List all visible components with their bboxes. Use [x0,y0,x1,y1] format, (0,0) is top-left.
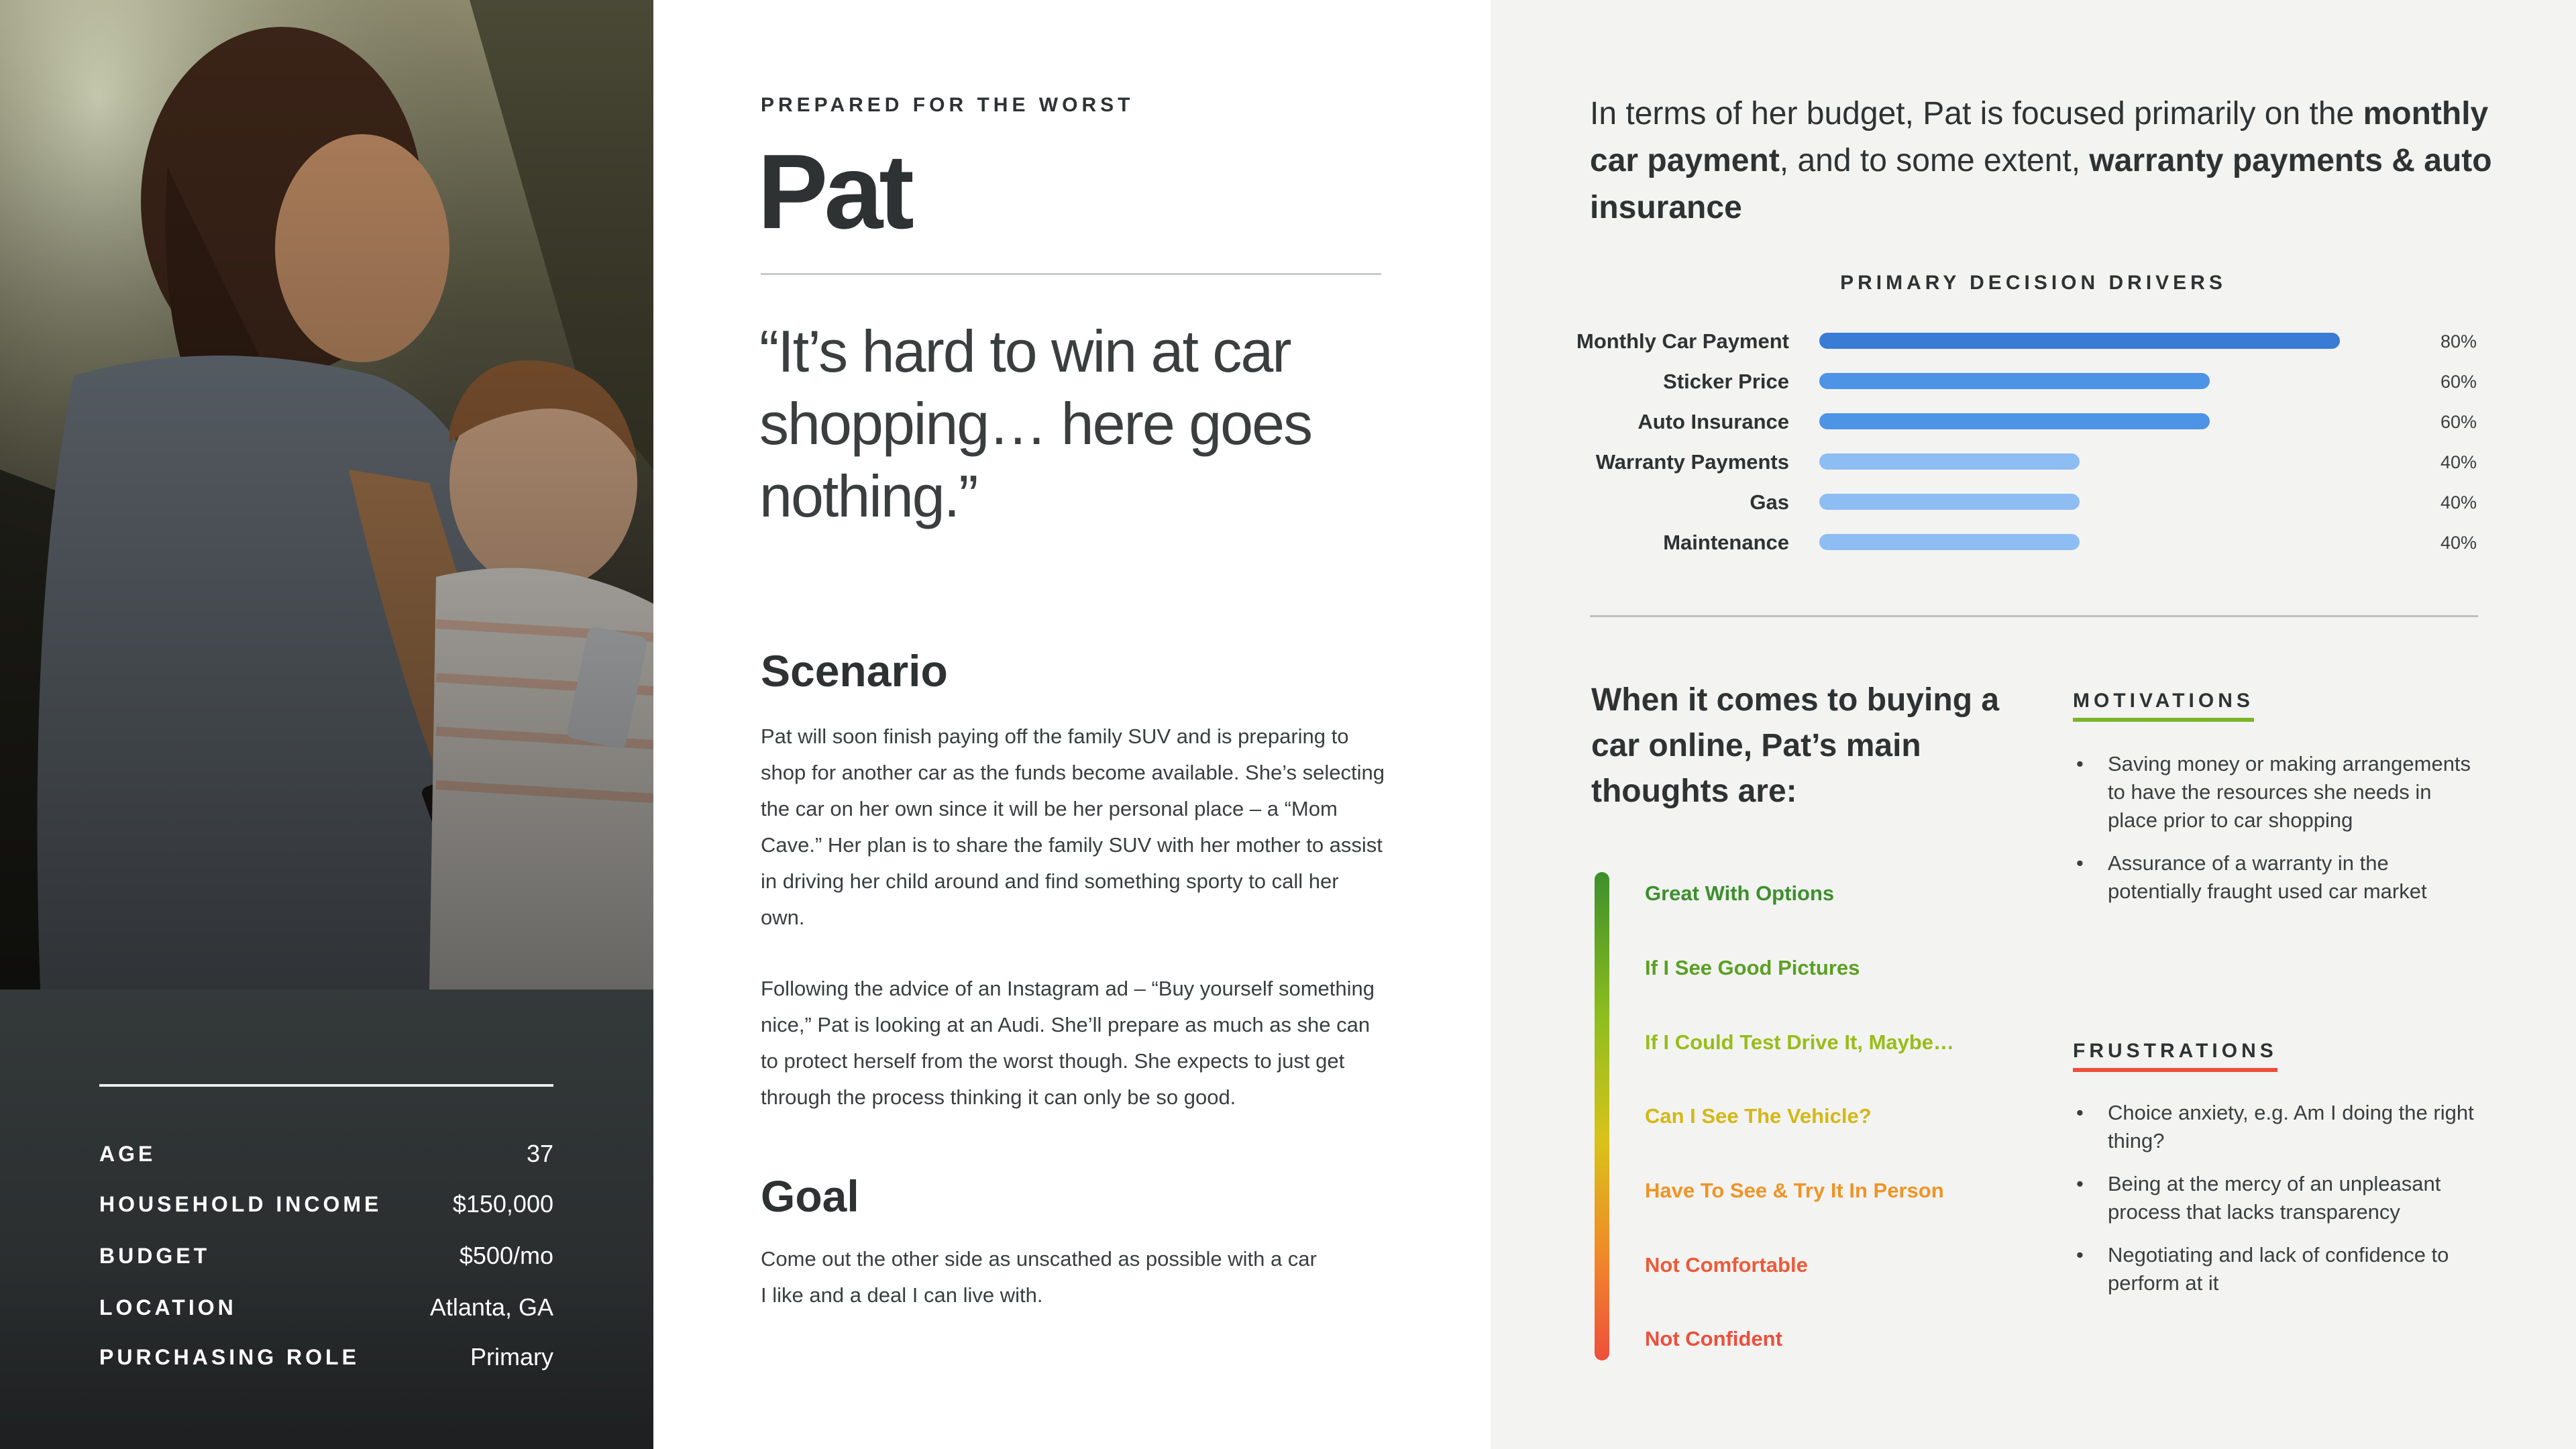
frustration-item [2071,1170,2487,1226]
budget-summary [1590,91,2522,231]
frustration-text: Negotiating and lack of confidence to perform at it [2108,1243,2449,1295]
section-divider [1590,615,2478,617]
stat-label: LOCATION [99,1295,237,1320]
motivation-item [2071,849,2487,906]
goal-text: Come out the other side as unscathed as possible with a car I like and a deal I can live with. [761,1247,1317,1307]
bar-category-label: Warranty Payments [1595,450,1789,474]
frustration-text: Choice anxiety, e.g. Am I doing the right thing? [2108,1101,2474,1152]
stat-household-income [99,1184,553,1224]
budget-text-1: In terms of her budget, Pat is focused primarily on the [1590,96,2363,131]
stat-label: PURCHASING ROLE [99,1345,360,1369]
bar-category-label: Auto Insurance [1638,410,1789,433]
right-column [1491,0,2576,1449]
motivation-item [2071,750,2487,835]
bar-value-label: 40% [2440,533,2477,553]
stat-purchasing-role [99,1337,553,1377]
bar [1819,333,2340,349]
thoughts-heading: When it comes to buying a car online, Pat’s main thoughts are: [1591,682,2000,809]
stat-value: $150,000 [452,1190,553,1218]
frustration-text: Being at the mercy of an unpleasant process that lacks transparency [2108,1172,2441,1224]
bar-value-label: 60% [2440,372,2477,392]
bar [1819,413,2210,429]
thought-item: Great With Options [1645,881,1835,905]
decision-drivers-chart [1491,315,2576,570]
stat-value: 37 [526,1140,553,1167]
bar [1819,453,2080,470]
stat-location [99,1287,553,1328]
stat-label: BUDGET [99,1244,211,1268]
bar-value-label: 40% [2440,492,2477,513]
bar-category-label: Monthly Car Payment [1576,329,1789,353]
scenario-paragraph-1: Pat will soon finish paying off the family SUV and is preparing to shop for another car as the funds become available. She’s selecting the car on her own since it will be her personal place – a “Mom Cave.” Her plan is to share the family SUV with her mother to assist in driving her child around and find something sporty to call her own. [761,724,1385,929]
motivation-text: Saving money or making arrangements to have the resources she needs in place prior to car shopping [2108,752,2471,832]
frustrations-label: FRUSTRATIONS [2073,1040,2277,1072]
stat-label: HOUSEHOLD INCOME [99,1192,382,1216]
stats-panel [0,989,653,1449]
persona-name: Pat [757,133,910,251]
stat-value: $500/mo [459,1242,553,1269]
bar-category-label: Gas [1750,490,1789,514]
left-column [0,0,653,1449]
frustrations-list [2071,1099,2487,1312]
bar-value-label: 40% [2440,452,2477,472]
name-divider [761,273,1381,275]
persona-photo-illustration [0,0,653,989]
bar [1819,534,2080,550]
bullet-icon: • [2076,1243,2084,1267]
scenario-title: Scenario [761,646,948,696]
goal-title: Goal [761,1171,859,1221]
motivations-label: MOTIVATIONS [2073,690,2254,722]
persona-photo [0,0,653,989]
stat-value: Atlanta, GA [429,1293,553,1321]
bullet-icon: • [2076,851,2084,875]
thought-item: Can I See The Vehicle? [1645,1104,1872,1128]
budget-bold-1: monthly car payment [1590,96,2489,178]
budget-bold-2: warranty payments & auto insurance [1590,143,2492,225]
thought-item: If I See Good Pictures [1645,956,1860,979]
thought-item: Not Confident [1645,1327,1782,1350]
bar-value-label: 60% [2440,412,2477,432]
chart-title: PRIMARY DECISION DRIVERS [1840,272,2226,294]
stat-label: AGE [99,1142,156,1166]
stat-age [99,1134,553,1174]
bar [1819,373,2210,389]
frustration-item [2071,1241,2487,1297]
thought-item: If I Could Test Drive It, Maybe… [1645,1030,1955,1054]
middle-column [653,0,1491,1449]
bullet-icon: • [2076,1101,2084,1124]
bullet-icon: • [2076,752,2084,775]
thought-item: Have To See & Try It In Person [1645,1179,1944,1202]
stat-value: Primary [470,1343,553,1371]
bar-value-label: 80% [2440,331,2477,352]
bar-category-label: Sticker Price [1663,370,1789,393]
motivation-text: Assurance of a warranty in the potentially fraught used car market [2108,851,2427,903]
thought-item: Not Comfortable [1645,1253,1808,1277]
bullet-icon: • [2076,1172,2084,1195]
bar-category-label: Maintenance [1663,531,1789,554]
persona-eyebrow: PREPARED FOR THE WORST [761,94,1134,116]
bar [1819,494,2080,510]
stats-divider [99,1084,553,1087]
persona-quote: “It’s hard to win at car shopping… here goes nothing.” [759,318,1312,529]
frustration-item [2071,1099,2487,1155]
budget-text-2: , and to some extent, [1779,143,2090,178]
motivations-list [2071,750,2487,920]
scenario-paragraph-2: Following the advice of an Instagram ad – “Buy yourself something nice,” Pat is looking at an Audi. She’ll prepare as much as she can to protect herself from the worst though. She expects to just get through the process thinking it can only be so good. [761,977,1375,1109]
comfort-spectrum-bar [1595,872,1609,1360]
stat-budget [99,1236,553,1276]
